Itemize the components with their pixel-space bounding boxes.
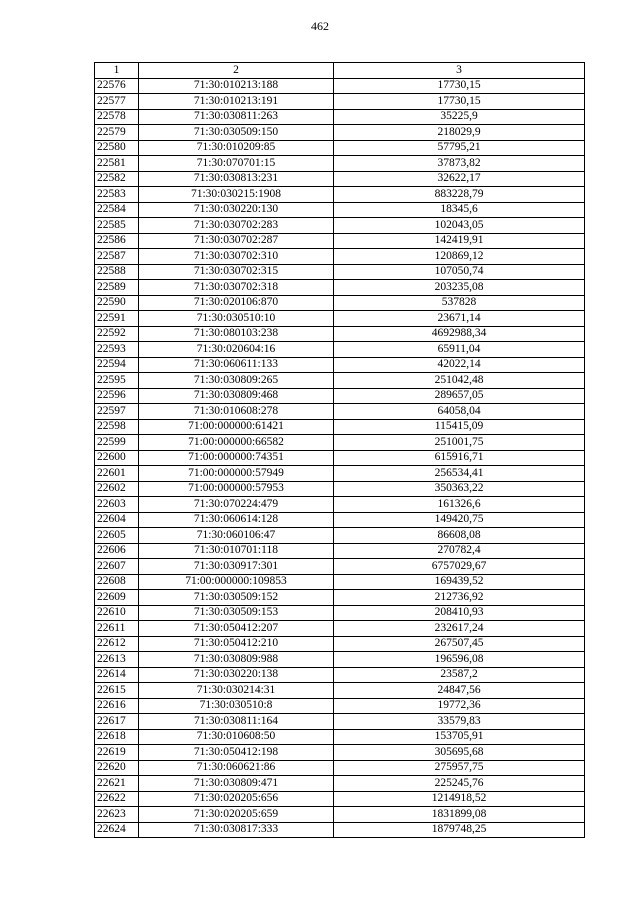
row-number-cell: 22605 [95,528,139,544]
cadastral-number-cell: 71:30:030220:138 [139,667,334,683]
value-cell: 107050,74 [334,264,585,280]
row-number-cell: 22622 [95,791,139,807]
row-number-cell: 22600 [95,450,139,466]
table-row [95,512,585,528]
value-cell: 57795,21 [334,140,585,156]
row-number-cell: 22618 [95,729,139,745]
row-number-cell: 22603 [95,497,139,513]
table-row [95,745,585,761]
row-number-cell: 22582 [95,171,139,187]
value-cell: 1214918,52 [334,791,585,807]
cadastral-number-cell: 71:30:010608:50 [139,729,334,745]
cadastral-number-cell: 71:30:030215:1908 [139,187,334,203]
table-row [95,388,585,404]
value-cell: 251001,75 [334,435,585,451]
value-cell: 305695,68 [334,745,585,761]
row-number-cell: 22602 [95,481,139,497]
cadastral-number-cell: 71:30:030811:164 [139,714,334,730]
value-cell: 203235,08 [334,280,585,296]
table-row [95,264,585,280]
cadastral-number-cell: 71:30:060611:133 [139,357,334,373]
table-row [95,822,585,838]
cadastral-number-cell: 71:30:080103:238 [139,326,334,342]
row-number-cell: 22581 [95,156,139,172]
row-number-cell: 22588 [95,264,139,280]
value-cell: 218029,9 [334,125,585,141]
cadastral-number-cell: 71:30:030811:263 [139,109,334,125]
value-cell: 275957,75 [334,760,585,776]
row-number-cell: 22593 [95,342,139,358]
value-cell: 161326,6 [334,497,585,513]
row-number-cell: 22611 [95,621,139,637]
cadastral-number-cell: 71:30:030214:31 [139,683,334,699]
cadastral-number-cell: 71:30:050412:198 [139,745,334,761]
table-row [95,373,585,389]
table-row [95,202,585,218]
value-cell: 212736,92 [334,590,585,606]
row-number-cell: 22586 [95,233,139,249]
table-row [95,574,585,590]
table-row [95,357,585,373]
value-cell: 232617,24 [334,621,585,637]
cadastral-number-cell: 71:30:030509:152 [139,590,334,606]
row-number-cell: 22597 [95,404,139,420]
row-number-cell: 22591 [95,311,139,327]
page-number: 462 [311,19,329,33]
cadastral-number-cell: 71:30:020205:656 [139,791,334,807]
cadastral-number-cell: 71:30:030702:315 [139,264,334,280]
row-number-cell: 22578 [95,109,139,125]
cadastral-number-cell: 71:30:030702:287 [139,233,334,249]
row-number-cell: 22616 [95,698,139,714]
row-number-cell: 22606 [95,543,139,559]
value-cell: 18345,6 [334,202,585,218]
cadastral-number-cell: 71:30:060614:128 [139,512,334,528]
table-row [95,466,585,482]
value-cell: 256534,41 [334,466,585,482]
table-row [95,760,585,776]
value-cell: 64058,04 [334,404,585,420]
cadastral-number-cell: 71:30:010213:188 [139,78,334,94]
row-number-cell: 22580 [95,140,139,156]
table-row [95,698,585,714]
value-cell: 270782,4 [334,543,585,559]
row-number-cell: 22617 [95,714,139,730]
cadastral-number-cell: 71:30:060106:47 [139,528,334,544]
data-table [94,62,585,838]
table-row [95,807,585,823]
cadastral-number-cell: 71:00:000000:61421 [139,419,334,435]
cadastral-number-cell: 71:30:020106:870 [139,295,334,311]
value-cell: 169439,52 [334,574,585,590]
value-cell: 1879748,25 [334,822,585,838]
row-number-cell: 22594 [95,357,139,373]
cadastral-number-cell: 71:30:010213:191 [139,94,334,110]
table-row [95,559,585,575]
cadastral-number-cell: 71:30:030509:150 [139,125,334,141]
value-cell: 17730,15 [334,94,585,110]
table-row [95,636,585,652]
table-row [95,497,585,513]
value-cell: 615916,71 [334,450,585,466]
column-header: 2 [139,63,334,79]
row-number-cell: 22590 [95,295,139,311]
cadastral-number-cell: 71:30:010608:278 [139,404,334,420]
value-cell: 149420,75 [334,512,585,528]
row-number-cell: 22607 [95,559,139,575]
cadastral-number-cell: 71:30:060621:86 [139,760,334,776]
row-number-cell: 22592 [95,326,139,342]
table-row [95,342,585,358]
value-cell: 4692988,34 [334,326,585,342]
cadastral-number-cell: 71:30:030809:468 [139,388,334,404]
table-row [95,295,585,311]
row-number-cell: 22585 [95,218,139,234]
table-row [95,78,585,94]
table-row [95,652,585,668]
value-cell: 120869,12 [334,249,585,265]
row-number-cell: 22620 [95,760,139,776]
row-number-cell: 22610 [95,605,139,621]
value-cell: 883228,79 [334,187,585,203]
value-cell: 23671,14 [334,311,585,327]
value-cell: 23587,2 [334,667,585,683]
value-cell: 537828 [334,295,585,311]
row-number-cell: 22583 [95,187,139,203]
row-number-cell: 22609 [95,590,139,606]
value-cell: 153705,91 [334,729,585,745]
table-row [95,729,585,745]
table-row [95,590,585,606]
value-cell: 289657,05 [334,388,585,404]
table-row [95,776,585,792]
table-row [95,94,585,110]
table-row [95,156,585,172]
row-number-cell: 22595 [95,373,139,389]
table-row [95,326,585,342]
table-row [95,171,585,187]
value-cell: 32622,17 [334,171,585,187]
row-number-cell: 22589 [95,280,139,296]
table-row [95,683,585,699]
table-row [95,528,585,544]
table-row [95,435,585,451]
table-row [95,140,585,156]
cadastral-number-cell: 71:30:030702:283 [139,218,334,234]
value-cell: 33579,83 [334,714,585,730]
cadastral-number-cell: 71:30:030510:8 [139,698,334,714]
value-cell: 65911,04 [334,342,585,358]
row-number-cell: 22612 [95,636,139,652]
value-cell: 17730,15 [334,78,585,94]
table-header-row [95,63,585,79]
value-cell: 208410,93 [334,605,585,621]
value-cell: 350363,22 [334,481,585,497]
cadastral-number-cell: 71:00:000000:74351 [139,450,334,466]
cadastral-number-cell: 71:30:010209:85 [139,140,334,156]
cadastral-number-cell: 71:30:030702:318 [139,280,334,296]
value-cell: 142419,91 [334,233,585,249]
row-number-cell: 22619 [95,745,139,761]
cadastral-number-cell: 71:30:050412:210 [139,636,334,652]
column-header: 1 [95,63,139,79]
value-cell: 6757029,67 [334,559,585,575]
row-number-cell: 22584 [95,202,139,218]
table-row [95,621,585,637]
table-row [95,125,585,141]
table-row [95,481,585,497]
cadastral-number-cell: 71:30:070701:15 [139,156,334,172]
table-row [95,404,585,420]
cadastral-number-cell: 71:30:030220:130 [139,202,334,218]
table-row [95,714,585,730]
column-header: 3 [334,63,585,79]
value-cell: 251042,48 [334,373,585,389]
row-number-cell: 22604 [95,512,139,528]
table-row [95,187,585,203]
value-cell: 24847,56 [334,683,585,699]
table-row [95,419,585,435]
value-cell: 225245,76 [334,776,585,792]
cadastral-number-cell: 71:30:030817:333 [139,822,334,838]
cadastral-number-cell: 71:30:010701:118 [139,543,334,559]
table-row [95,109,585,125]
value-cell: 42022,14 [334,357,585,373]
cadastral-number-cell: 71:30:030809:471 [139,776,334,792]
cadastral-number-cell: 71:30:030813:231 [139,171,334,187]
cadastral-number-cell: 71:00:000000:57953 [139,481,334,497]
cadastral-number-cell: 71:30:030510:10 [139,311,334,327]
table-row [95,249,585,265]
row-number-cell: 22601 [95,466,139,482]
row-number-cell: 22623 [95,807,139,823]
table-row [95,667,585,683]
row-number-cell: 22579 [95,125,139,141]
row-number-cell: 22576 [95,78,139,94]
cadastral-number-cell: 71:30:050412:207 [139,621,334,637]
cadastral-number-cell: 71:30:030809:265 [139,373,334,389]
cadastral-number-cell: 71:30:020205:659 [139,807,334,823]
table-row [95,280,585,296]
row-number-cell: 22624 [95,822,139,838]
value-cell: 37873,82 [334,156,585,172]
value-cell: 196596,08 [334,652,585,668]
row-number-cell: 22613 [95,652,139,668]
row-number-cell: 22577 [95,94,139,110]
cadastral-number-cell: 71:00:000000:57949 [139,466,334,482]
cadastral-number-cell: 71:00:000000:109853 [139,574,334,590]
value-cell: 86608,08 [334,528,585,544]
value-cell: 1831899,08 [334,807,585,823]
row-number-cell: 22598 [95,419,139,435]
cadastral-number-cell: 71:30:030917:301 [139,559,334,575]
cadastral-number-cell: 71:00:000000:66582 [139,435,334,451]
table-row [95,218,585,234]
cadastral-number-cell: 71:30:070224:479 [139,497,334,513]
table-row [95,450,585,466]
cadastral-number-cell: 71:30:030702:310 [139,249,334,265]
row-number-cell: 22614 [95,667,139,683]
table-row [95,543,585,559]
value-cell: 102043,05 [334,218,585,234]
row-number-cell: 22608 [95,574,139,590]
row-number-cell: 22596 [95,388,139,404]
row-number-cell: 22587 [95,249,139,265]
table-row [95,791,585,807]
table-row [95,233,585,249]
value-cell: 115415,09 [334,419,585,435]
row-number-cell: 22599 [95,435,139,451]
value-cell: 267507,45 [334,636,585,652]
cadastral-number-cell: 71:30:030809:988 [139,652,334,668]
row-number-cell: 22615 [95,683,139,699]
cadastral-number-cell: 71:30:030509:153 [139,605,334,621]
value-cell: 35225,9 [334,109,585,125]
row-number-cell: 22621 [95,776,139,792]
table-row [95,605,585,621]
table-row [95,311,585,327]
value-cell: 19772,36 [334,698,585,714]
table-body [95,78,585,838]
cadastral-number-cell: 71:30:020604:16 [139,342,334,358]
